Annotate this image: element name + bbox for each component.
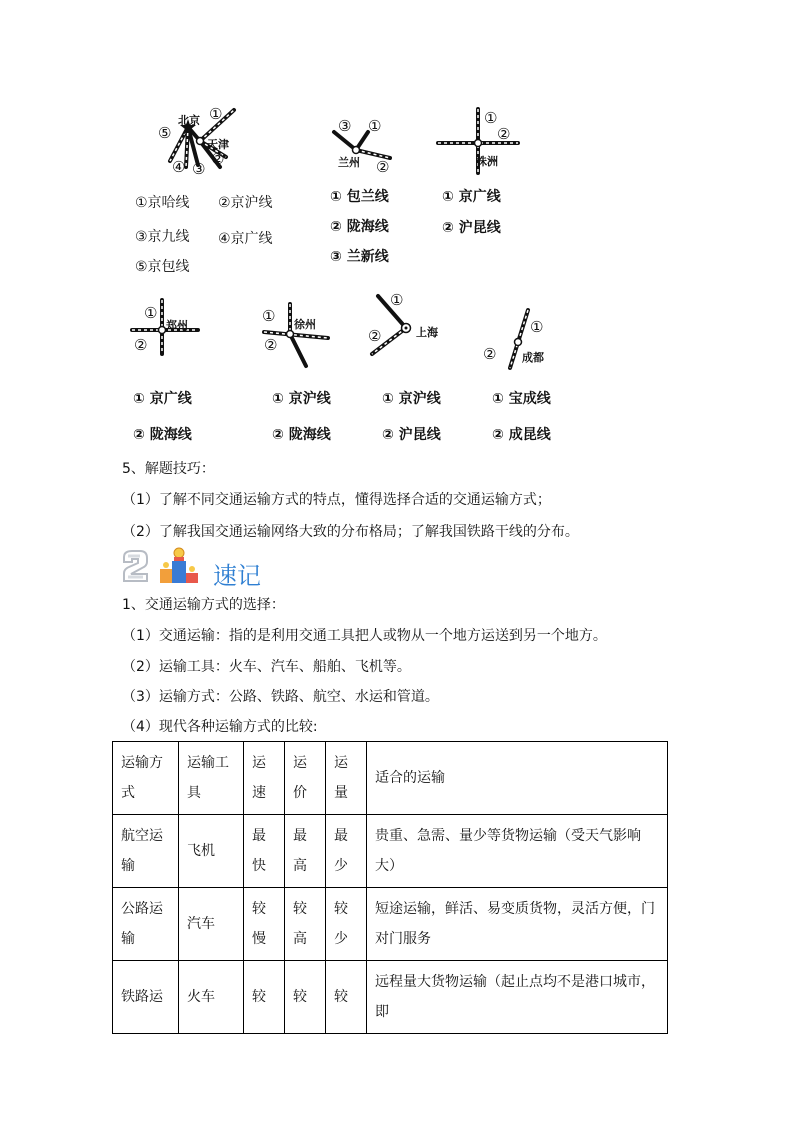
- junction-lanzhou: [330, 116, 400, 178]
- line-name-baocheng: ① 宝成线: [492, 391, 551, 407]
- content-p2: （2）运输工具：火车、汽车、船舶、飞机等。: [122, 659, 411, 675]
- header-cell: 适合的运输: [367, 742, 668, 815]
- city-label-lanzhou: 兰州: [338, 156, 360, 169]
- city-label-zhengzhou: 郑州: [166, 319, 188, 332]
- junction-xuzhou: [260, 300, 336, 370]
- city-label-tianjin: 天津: [207, 138, 229, 151]
- line-num-4: ④: [172, 158, 186, 176]
- section-title: 速记: [213, 562, 261, 590]
- table-cell: 远程量大货物运输（起止点均不是港口城市，即: [367, 961, 668, 1034]
- content-p1: （1）交通运输：指的是利用交通工具把人或物从一个地方运送到另一个地方。: [122, 628, 607, 644]
- table-cell: 较: [244, 961, 285, 1034]
- table-cell: 汽车: [179, 888, 244, 961]
- line-num-2: ②: [264, 336, 278, 354]
- line-num-3: ③: [338, 117, 352, 135]
- city-label-xuzhou: 徐州: [294, 318, 316, 331]
- line-num-3: ③: [192, 160, 206, 178]
- tips-title: 5、解题技巧：: [122, 461, 215, 477]
- line-name-baolan: ① 包兰线: [330, 189, 389, 205]
- table-cell: 火车: [179, 961, 244, 1034]
- line-num-5: ⑤: [158, 124, 172, 142]
- line-name-jinghu-xz: ① 京沪线: [272, 391, 331, 407]
- table-cell: 较: [326, 961, 367, 1034]
- junction-zhengzhou: [128, 296, 204, 358]
- line-name-hukun-sh: ② 沪昆线: [382, 427, 441, 443]
- table-cell: 飞机: [179, 815, 244, 888]
- line-num-2: ②: [368, 327, 382, 345]
- content-item-1: 1、交通运输方式的选择：: [122, 597, 285, 613]
- header-cell: 运速: [244, 742, 285, 815]
- city-label-shanghai: 上海: [416, 326, 438, 339]
- content-p3: （3）运输方式：公路、铁路、航空、水运和管道。: [122, 689, 439, 705]
- line-name-jingguang: ④京广线: [218, 231, 273, 247]
- table-row: [113, 961, 668, 1034]
- header-cell: 运输工具: [179, 742, 244, 815]
- line-num-1: ①: [484, 109, 498, 127]
- table-cell: 最快: [244, 815, 285, 888]
- line-name-longhai-xz: ② 陇海线: [272, 427, 331, 443]
- table-cell: 较: [285, 961, 326, 1034]
- line-num-1: ①: [209, 105, 223, 123]
- junction-beijing: [140, 105, 260, 180]
- table-cell: 较高: [285, 888, 326, 961]
- table-cell: 短途运输，鲜活、易变质货物，灵活方便，门对门服务: [367, 888, 668, 961]
- city-label-chengdu: 成都: [522, 351, 544, 364]
- line-num-2: ②: [376, 158, 390, 176]
- rail-junction-shanghai-map: [366, 290, 452, 360]
- table-cell: 最少: [326, 815, 367, 888]
- table-header-row: [113, 742, 668, 815]
- header-cell: 运输方式: [113, 742, 179, 815]
- table-cell: 公路运输: [113, 888, 179, 961]
- line-name-jingbao: ⑤京包线: [135, 259, 190, 275]
- table-row: [113, 815, 668, 888]
- line-num-2: ②: [497, 125, 511, 143]
- line-name-jingguang-zz: ① 京广线: [442, 189, 501, 205]
- line-name-jingha: ①京哈线: [135, 195, 190, 211]
- line-name-jinghu: ②京沪线: [218, 195, 273, 211]
- line-num-2: ②: [134, 336, 148, 354]
- transport-comparison-table: [112, 741, 668, 1034]
- line-name-longhai-zhz: ② 陇海线: [133, 427, 192, 443]
- junction-chengdu: [480, 306, 560, 372]
- podium-icon: [158, 547, 200, 585]
- content-p4: （4）现代各种运输方式的比较:: [122, 719, 318, 735]
- line-name-chengkun: ② 成昆线: [492, 427, 551, 443]
- line-name-longhai: ② 陇海线: [330, 219, 389, 235]
- table-cell: 较少: [326, 888, 367, 961]
- line-num-1: ①: [390, 291, 404, 309]
- junction-shanghai: [366, 290, 452, 360]
- line-num-1: ①: [144, 304, 158, 322]
- table-cell: 较慢: [244, 888, 285, 961]
- line-name-jingguang-zhz: ① 京广线: [133, 391, 192, 407]
- line-num-2: ②: [211, 150, 225, 168]
- table-cell: 铁路运: [113, 961, 179, 1034]
- table-cell: 航空运输: [113, 815, 179, 888]
- tips-item-1: （1）了解不同交通运输方式的特点，懂得选择合适的交通运输方式；: [122, 492, 551, 508]
- junction-zhuzhou: [436, 105, 528, 177]
- line-num-1: ①: [368, 117, 382, 135]
- line-name-hukun-zz: ② 沪昆线: [442, 220, 501, 236]
- header-cell: 运量: [326, 742, 367, 815]
- line-name-jingjiu: ③京九线: [135, 229, 190, 245]
- line-num-2: ②: [483, 345, 497, 363]
- line-num-1: ①: [262, 307, 276, 325]
- line-num-1: ①: [530, 318, 544, 336]
- number-2-outline-icon: [120, 549, 150, 583]
- city-label-zhuzhou: 株洲: [476, 155, 498, 168]
- line-name-jinghu-sh: ① 京沪线: [382, 391, 441, 407]
- tips-item-2: （2）了解我国交通运输网络大致的分布格局；了解我国铁路干线的分布。: [122, 524, 579, 540]
- line-name-lanxin: ③ 兰新线: [330, 249, 389, 265]
- city-label-beijing: 北京: [178, 114, 200, 127]
- header-cell: 运价: [285, 742, 326, 815]
- table-row: [113, 888, 668, 961]
- table-cell: 最高: [285, 815, 326, 888]
- table-cell: 贵重、急需、量少等货物运输（受天气影响大）: [367, 815, 668, 888]
